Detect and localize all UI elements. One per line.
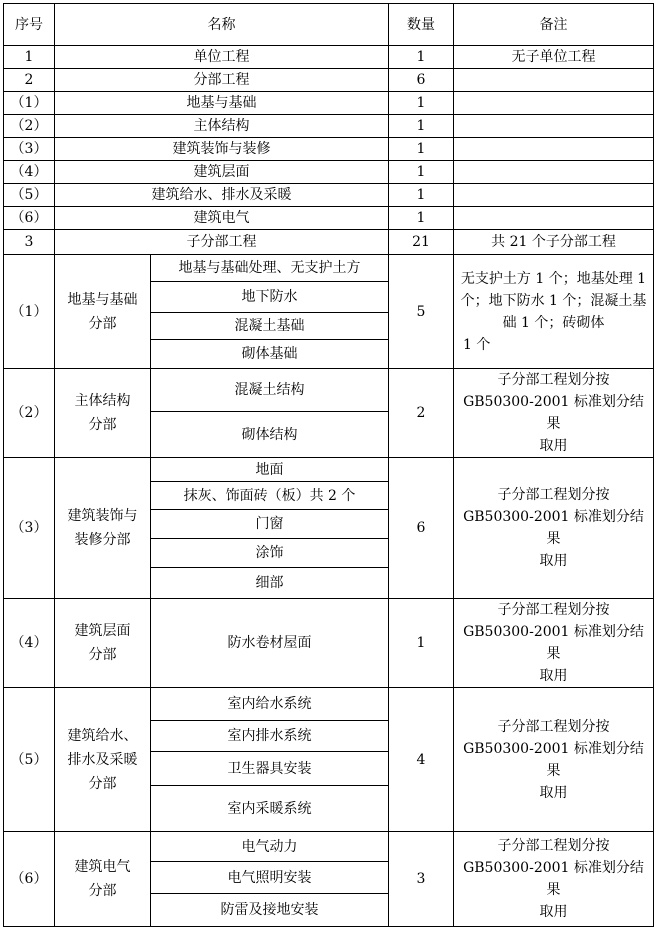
sub-item: 室内排水系统 xyxy=(151,721,389,752)
group-seq: （1） xyxy=(4,255,55,369)
group-seq: （3） xyxy=(4,458,55,599)
sub-item: 地面 xyxy=(151,458,389,482)
group-remark xyxy=(454,832,654,927)
row-name: 建筑装饰与装修 xyxy=(55,138,389,161)
group-label xyxy=(55,458,151,599)
group-label-line: 主体结构 xyxy=(74,393,131,409)
group-label-line: 分部 xyxy=(88,775,117,792)
table-row xyxy=(4,207,654,230)
remark-line: 无支护土方 1 个；地基处理 1 xyxy=(460,270,647,287)
group-seq: （4） xyxy=(4,599,55,688)
row-name: 建筑层面 xyxy=(55,161,389,184)
header-qty: 数量 xyxy=(389,4,454,46)
sub-item: 电气照明安装 xyxy=(151,862,389,894)
sub-item: 卫生器具安装 xyxy=(151,752,389,786)
group-label xyxy=(55,599,151,688)
row-qty: 1 xyxy=(389,115,454,138)
row-qty: 1 xyxy=(389,92,454,115)
sub-item: 防水卷材屋面 xyxy=(151,599,389,688)
group-row xyxy=(4,599,654,688)
sub-item: 混凝土结构 xyxy=(151,369,389,412)
sub-item: 室内采暖系统 xyxy=(151,786,389,832)
group-remark xyxy=(454,255,654,369)
row-qty: 1 xyxy=(389,207,454,230)
header-row xyxy=(4,4,654,46)
sub-item: 地基与基础处理、无支护土方 xyxy=(151,255,389,282)
group-seq: （6） xyxy=(4,832,55,927)
group-qty: 2 xyxy=(389,369,454,458)
row-remark xyxy=(454,184,654,207)
row-seq: 3 xyxy=(4,230,55,255)
remark-line: 取用 xyxy=(539,668,568,684)
remark-line: GB50300-2001 标准划分结果 xyxy=(463,860,644,898)
group-row xyxy=(4,688,654,721)
row-qty: 21 xyxy=(389,230,454,255)
group-row xyxy=(4,255,654,282)
group-label xyxy=(55,369,151,458)
remark-line: 取用 xyxy=(539,784,568,801)
group-seq: （2） xyxy=(4,369,55,458)
group-label xyxy=(55,255,151,369)
row-qty: 1 xyxy=(389,138,454,161)
remark-line: GB50300-2001 标准划分结果 xyxy=(463,740,644,779)
remark-line: GB50300-2001 标准划分结果 xyxy=(463,509,644,547)
remark-line: 取用 xyxy=(539,553,568,569)
group-qty: 5 xyxy=(389,255,454,369)
row-qty: 1 xyxy=(389,184,454,207)
table-row xyxy=(4,69,654,92)
group-label-line: 分部 xyxy=(88,315,117,332)
remark-line: 取用 xyxy=(539,904,568,920)
remark-line: 础 1 个；砖砌体 xyxy=(502,314,605,331)
row-seq: 2 xyxy=(4,69,55,92)
group-label xyxy=(55,688,151,832)
table-row xyxy=(4,230,654,255)
row-remark xyxy=(454,69,654,92)
row-seq: 1 xyxy=(4,46,55,69)
group-qty: 3 xyxy=(389,832,454,927)
table-row xyxy=(4,92,654,115)
row-seq: （4） xyxy=(4,161,55,184)
row-remark xyxy=(454,161,654,184)
sub-item: 涂饰 xyxy=(151,539,389,568)
row-remark xyxy=(454,207,654,230)
remark-line: 子分部工程划分按 xyxy=(497,718,610,735)
row-remark: 无子单位工程 xyxy=(454,46,654,69)
sub-item: 门窗 xyxy=(151,510,389,539)
group-seq: （5） xyxy=(4,688,55,832)
sub-item: 地下防水 xyxy=(151,282,389,313)
row-remark xyxy=(454,138,654,161)
row-qty: 1 xyxy=(389,161,454,184)
row-name: 单位工程 xyxy=(55,46,389,69)
group-remark xyxy=(454,458,654,599)
sub-item: 混凝土基础 xyxy=(151,313,389,340)
group-label-line: 建筑层面 xyxy=(74,623,131,639)
row-name: 建筑电气 xyxy=(55,207,389,230)
group-row xyxy=(4,832,654,862)
table-row xyxy=(4,161,654,184)
group-label-line: 装修分部 xyxy=(74,532,131,548)
row-seq: （2） xyxy=(4,115,55,138)
row-qty: 1 xyxy=(389,46,454,69)
sub-item: 防雷及接地安装 xyxy=(151,894,389,927)
sub-item: 电气动力 xyxy=(151,832,389,862)
remark-line: GB50300-2001 标准划分结果 xyxy=(463,624,644,662)
group-label-line: 分部 xyxy=(88,883,117,899)
row-seq: （6） xyxy=(4,207,55,230)
sub-item: 抹灰、饰面砖（板）共 2 个 xyxy=(151,482,389,510)
row-name: 分部工程 xyxy=(55,69,389,92)
remark-line: 子分部工程划分按 xyxy=(497,372,610,388)
row-seq: （1） xyxy=(4,92,55,115)
row-name: 建筑给水、排水及采暖 xyxy=(55,184,389,207)
row-name: 地基与基础 xyxy=(55,92,389,115)
sub-item: 砌体基础 xyxy=(151,340,389,369)
row-remark xyxy=(454,92,654,115)
row-name: 子分部工程 xyxy=(55,230,389,255)
header-name: 名称 xyxy=(55,4,389,46)
remark-line: 子分部工程划分按 xyxy=(497,602,610,618)
remark-line: 取用 xyxy=(539,438,568,454)
sub-item: 室内给水系统 xyxy=(151,688,389,721)
group-label xyxy=(55,832,151,927)
group-label-line: 排水及采暖 xyxy=(67,751,138,768)
row-qty: 6 xyxy=(389,69,454,92)
group-qty: 1 xyxy=(389,599,454,688)
group-label-line: 建筑给水、 xyxy=(67,727,138,744)
header-seq: 序号 xyxy=(4,4,55,46)
group-label-line: 分部 xyxy=(88,417,117,433)
group-label-line: 地基与基础 xyxy=(67,291,138,308)
remark-line: 子分部工程划分按 xyxy=(497,838,610,854)
row-remark: 共 21 个子分部工程 xyxy=(454,230,654,255)
row-name: 主体结构 xyxy=(55,115,389,138)
group-label-line: 分部 xyxy=(88,647,117,663)
group-qty: 4 xyxy=(389,688,454,832)
sub-item: 细部 xyxy=(151,568,389,599)
group-row xyxy=(4,458,654,482)
group-label-line: 建筑装饰与 xyxy=(67,508,138,524)
division-table xyxy=(3,3,654,927)
header-remark: 备注 xyxy=(454,4,654,46)
table-row xyxy=(4,184,654,207)
table-row xyxy=(4,115,654,138)
remark-line: GB50300-2001 标准划分结果 xyxy=(463,394,644,432)
group-row xyxy=(4,369,654,412)
table-row xyxy=(4,138,654,161)
remark-line: 子分部工程划分按 xyxy=(497,487,610,503)
row-seq: （5） xyxy=(4,184,55,207)
group-remark xyxy=(454,688,654,832)
row-remark xyxy=(454,115,654,138)
group-qty: 6 xyxy=(389,458,454,599)
group-remark xyxy=(454,369,654,458)
remark-line: 1 个 xyxy=(463,336,491,353)
group-label-line: 建筑电气 xyxy=(74,859,131,875)
row-seq: （3） xyxy=(4,138,55,161)
group-remark xyxy=(454,599,654,688)
remark-line: 个；地下防水 1 个；混凝土基 xyxy=(460,292,647,309)
sub-item: 砌体结构 xyxy=(151,412,389,458)
table-row xyxy=(4,46,654,69)
